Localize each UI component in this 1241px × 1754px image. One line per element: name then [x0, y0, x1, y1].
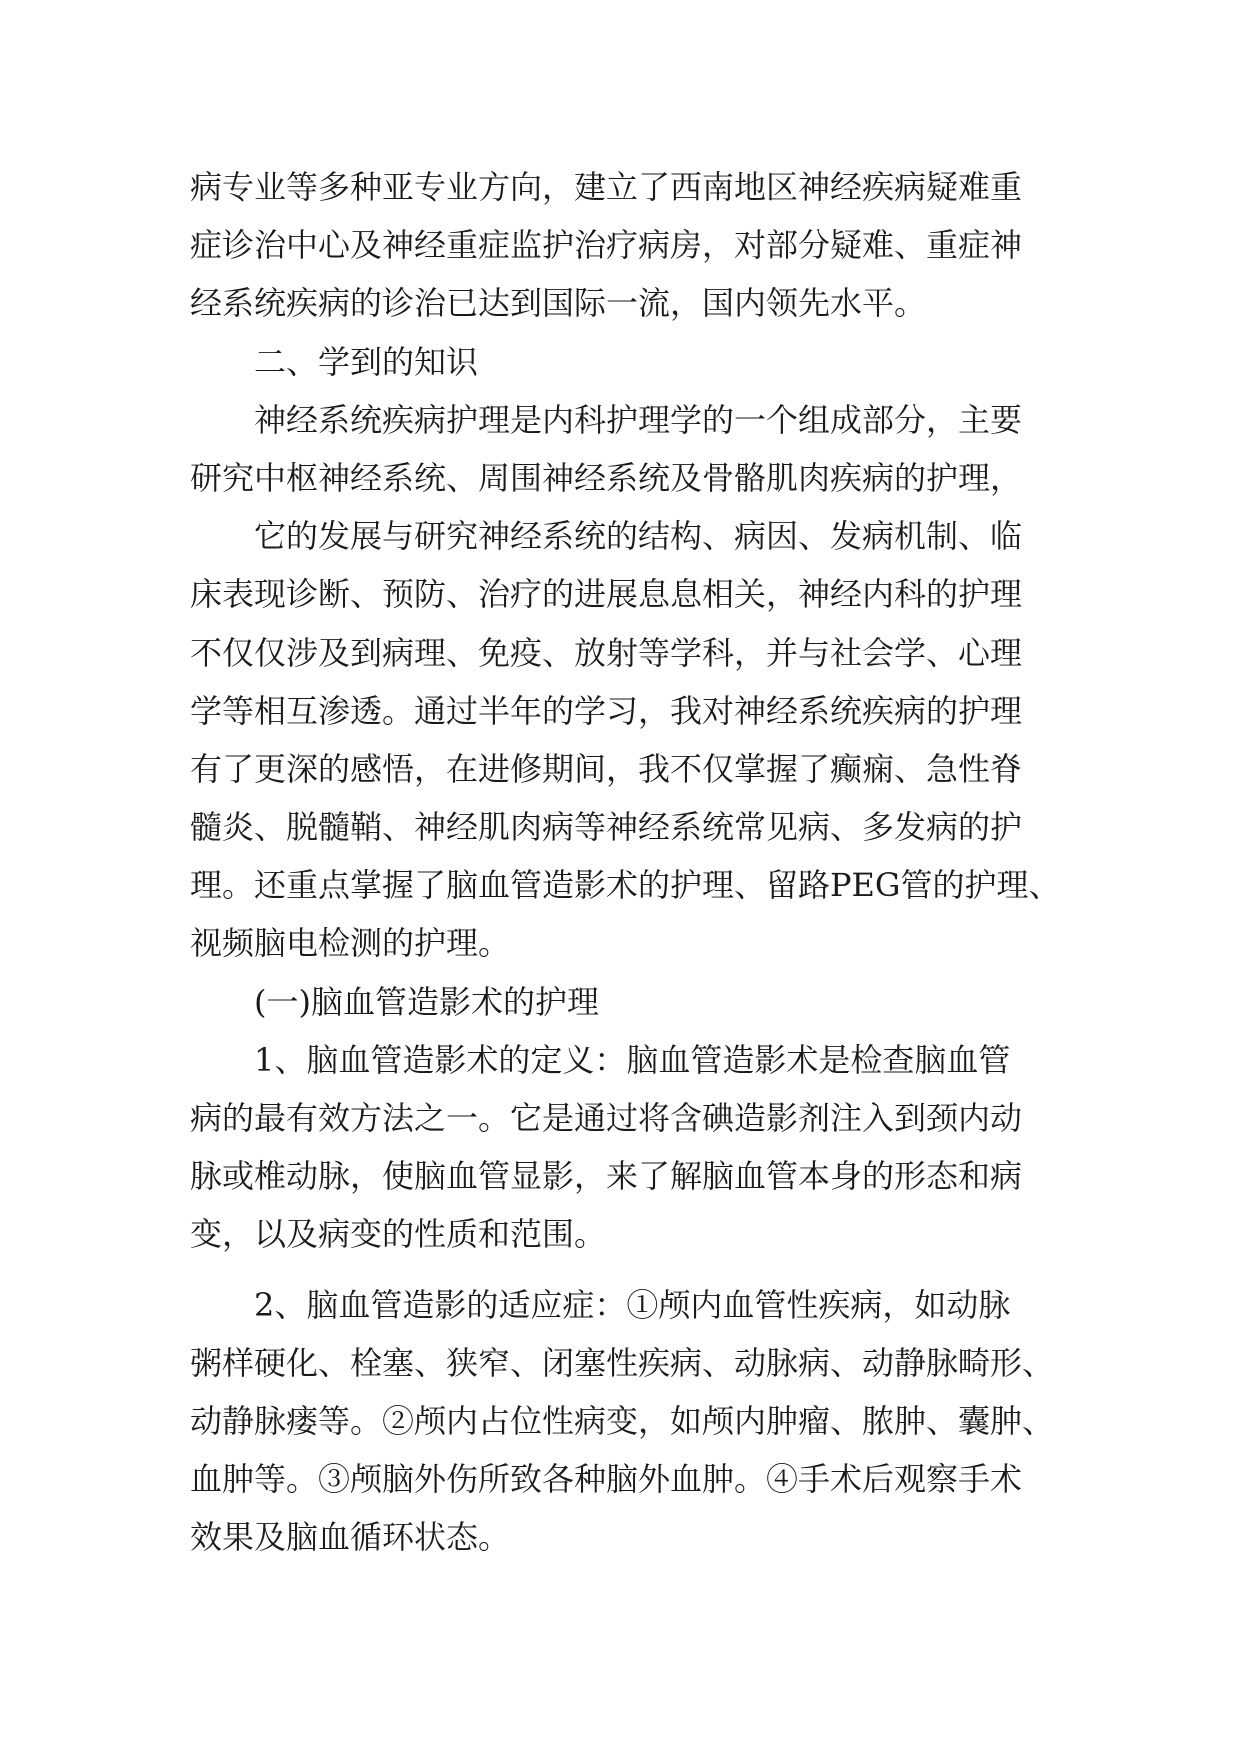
text-line: 经系统疾病的诊治已达到国际一流，国内领先水平。 — [190, 284, 927, 323]
paragraph-gap — [190, 1264, 1070, 1276]
text-line: 研究中枢神经系统、周围神经系统及骨骼肌肉疾病的护理， — [190, 458, 1023, 497]
text-line: 1、脑血管造影术的定义：脑血管造影术是检查脑血管 — [254, 1040, 1011, 1079]
text-line: 动静脉瘘等。②颅内占位性病变，如颅内肿瘤、脓肿、囊肿、 — [190, 1401, 1055, 1440]
text-line: 不仅仅涉及到病理、免疫、放射等学科，并与社会学、心理 — [190, 633, 1023, 672]
text-line: 髓炎、脱髓鞘、神经肌肉病等神经系统常见病、多发病的护 — [190, 808, 1023, 847]
text-line: 变，以及病变的性质和范围。 — [190, 1215, 607, 1254]
text-line: 症诊治中心及神经重症监护治疗病房，对部分疑难、重症神 — [190, 226, 1023, 265]
text-line: 脉或椎动脉，使脑血管显影，来了解脑血管本身的形态和病 — [190, 1157, 1023, 1196]
section-heading: 二、学到的知识 — [254, 342, 479, 381]
subsection-heading: (一)脑血管造影术的护理 — [254, 982, 599, 1021]
text-line: 病的最有效方法之一。它是通过将含碘造影剂注入到颈内动 — [190, 1099, 1023, 1137]
text-line: 2、脑血管造影的适应症：①颅内血管性疾病，如动脉 — [254, 1285, 1011, 1324]
text-line: 理。还重点掌握了脑血管造影术的护理、留路PEG管的护理、 — [190, 866, 1061, 905]
text-line: 学等相互渗透。通过半年的学习，我对神经系统疾病的护理 — [190, 691, 1023, 730]
text-line: 效果及脑血循环状态。 — [190, 1518, 511, 1557]
text-line: 视频脑电检测的护理。 — [190, 924, 511, 963]
text-line: 血肿等。③颅脑外伤所致各种脑外血肿。④手术后观察手术 — [190, 1460, 1023, 1499]
text-line: 床表现诊断、预防、治疗的进展息息相关，神经内科的护理 — [190, 575, 1023, 614]
text-line: 粥样硬化、栓塞、狭窄、闭塞性疾病、动脉病、动静脉畸形、 — [190, 1343, 1055, 1382]
body-text — [190, 158, 1070, 1567]
text-line: 神经系统疾病护理是内科护理学的一个组成部分，主要 — [254, 400, 1023, 439]
text-line: 有了更深的感悟，在进修期间，我不仅掌握了癫痫、急性脊 — [190, 749, 1023, 788]
text-line: 它的发展与研究神经系统的结构、病因、发病机制、临 — [254, 517, 1023, 556]
text-line: 病专业等多种亚专业方向，建立了西南地区神经疾病疑难重 — [190, 168, 1023, 206]
